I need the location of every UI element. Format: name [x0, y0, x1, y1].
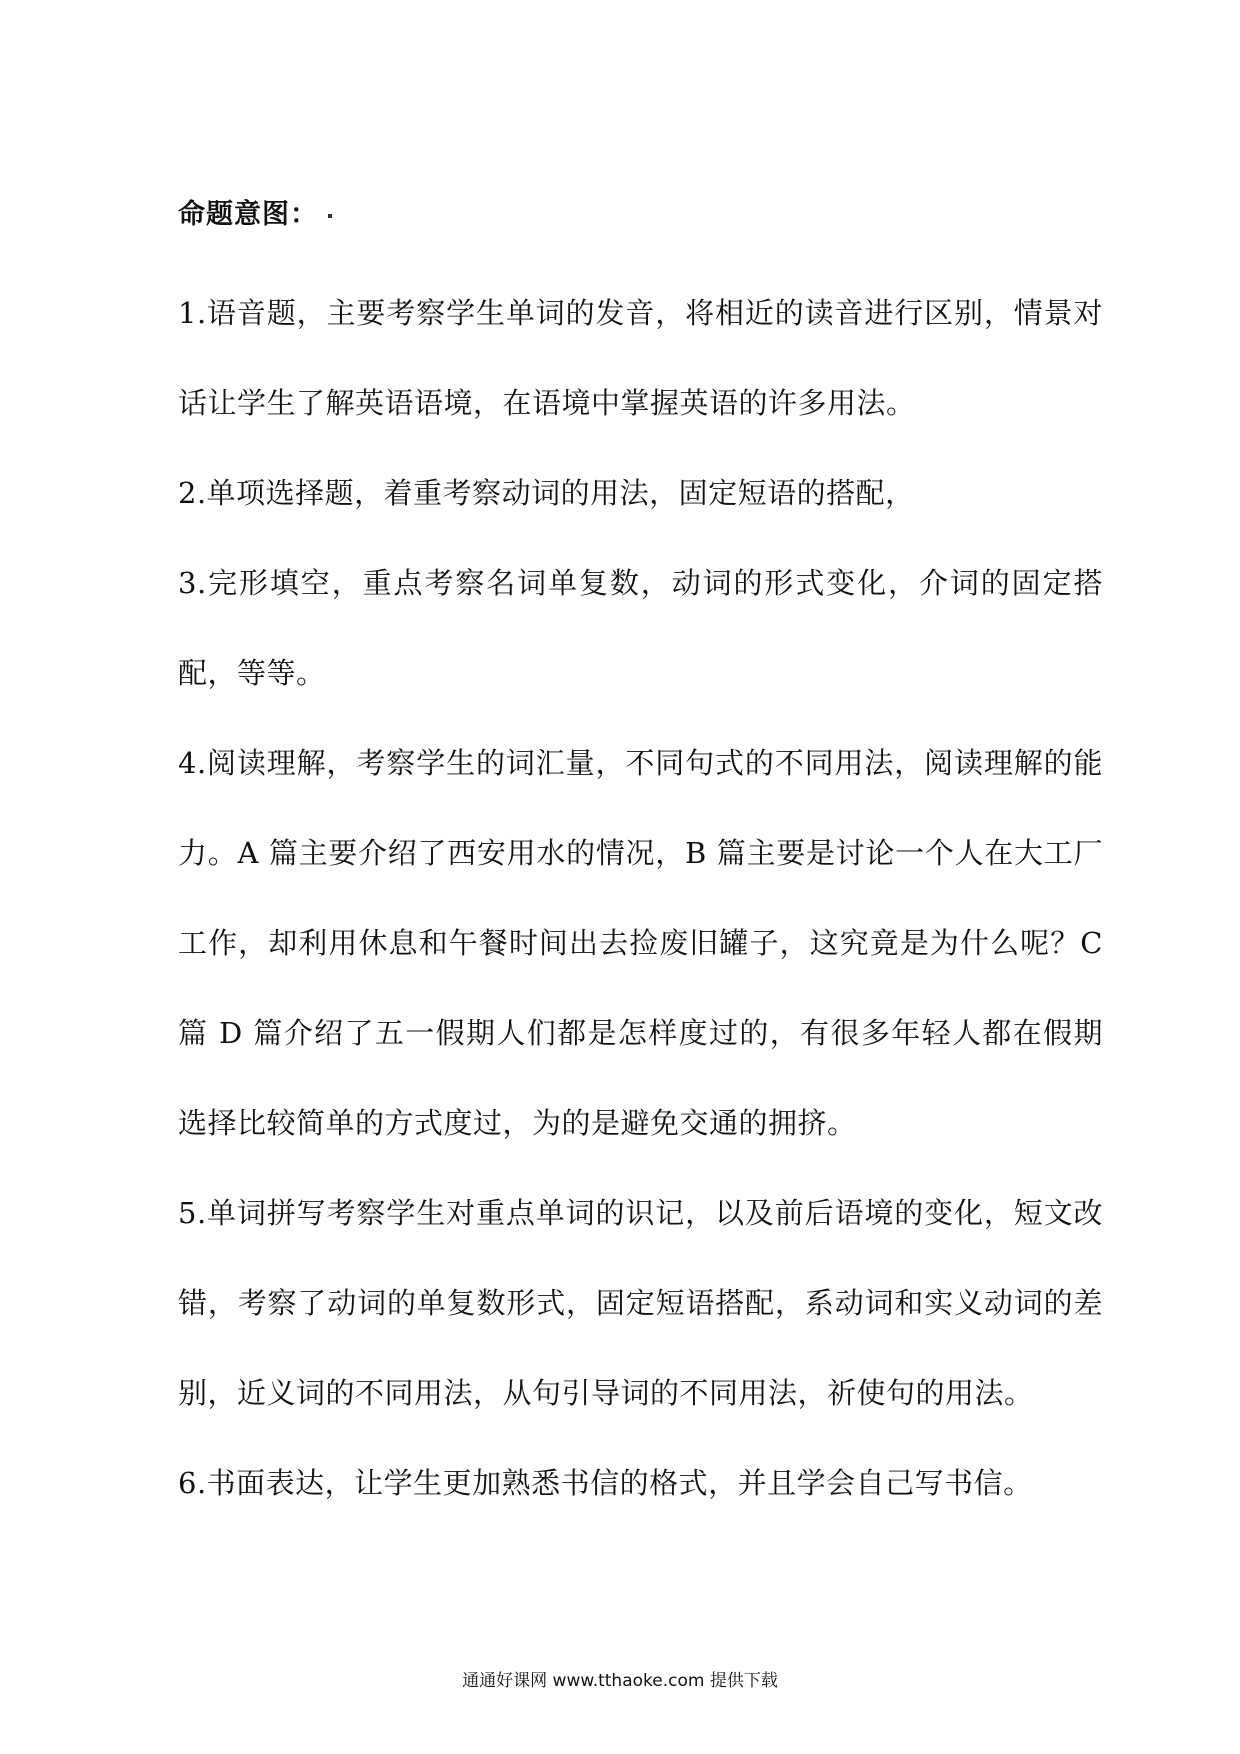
page-footer: 通通好课网 www.tthaoke.com 提供下载: [462, 1671, 778, 1691]
stray-mark: [328, 214, 332, 218]
paragraph-spelling: 5.单词拼写考察学生对重点单词的识记，以及前后语境的变化，短文改错，考察了动词的单复数形式，固定短语搭配，系动词和实义动词的差别，近义词的不同用法，从句引导词的不同用法，祈使句的用法。: [178, 1196, 1103, 1410]
paragraph-reading: 4.阅读理解，考察学生的词汇量，不同句式的不同用法，阅读理解的能力。A 篇主要介绍了西安用水的情况，B 篇主要是讨论一个人在大工厂工作，却利用休息和午餐时间出去捡废旧罐子，这究竟是为什么呢？C 篇 D 篇介绍了五一假期人们都是怎样度过的，有很多年轻人都在假期选择比较简单的方式度过，为的是避免交通的拥挤。: [178, 746, 1103, 1140]
paragraph-cloze: 3.完形填空，重点考察名词单复数，动词的形式变化，介词的固定搭配，等等。: [178, 566, 1103, 690]
heading-text: 命题意图：: [178, 199, 318, 230]
paragraph-multiple-choice: 2.单项选择题，着重考察动词的用法，固定短语的搭配，: [178, 476, 915, 510]
paragraph-writing: 6.书面表达，让学生更加熟悉书信的格式，并且学会自己写书信。: [178, 1466, 1033, 1500]
body-content: [178, 268, 1103, 1528]
paragraph-phonetics: 1.语音题，主要考察学生单词的发音，将相近的读音进行区别，情景对话让学生了解英语语境，在语境中掌握英语的许多用法。: [178, 296, 1103, 420]
section-heading: [178, 192, 332, 231]
